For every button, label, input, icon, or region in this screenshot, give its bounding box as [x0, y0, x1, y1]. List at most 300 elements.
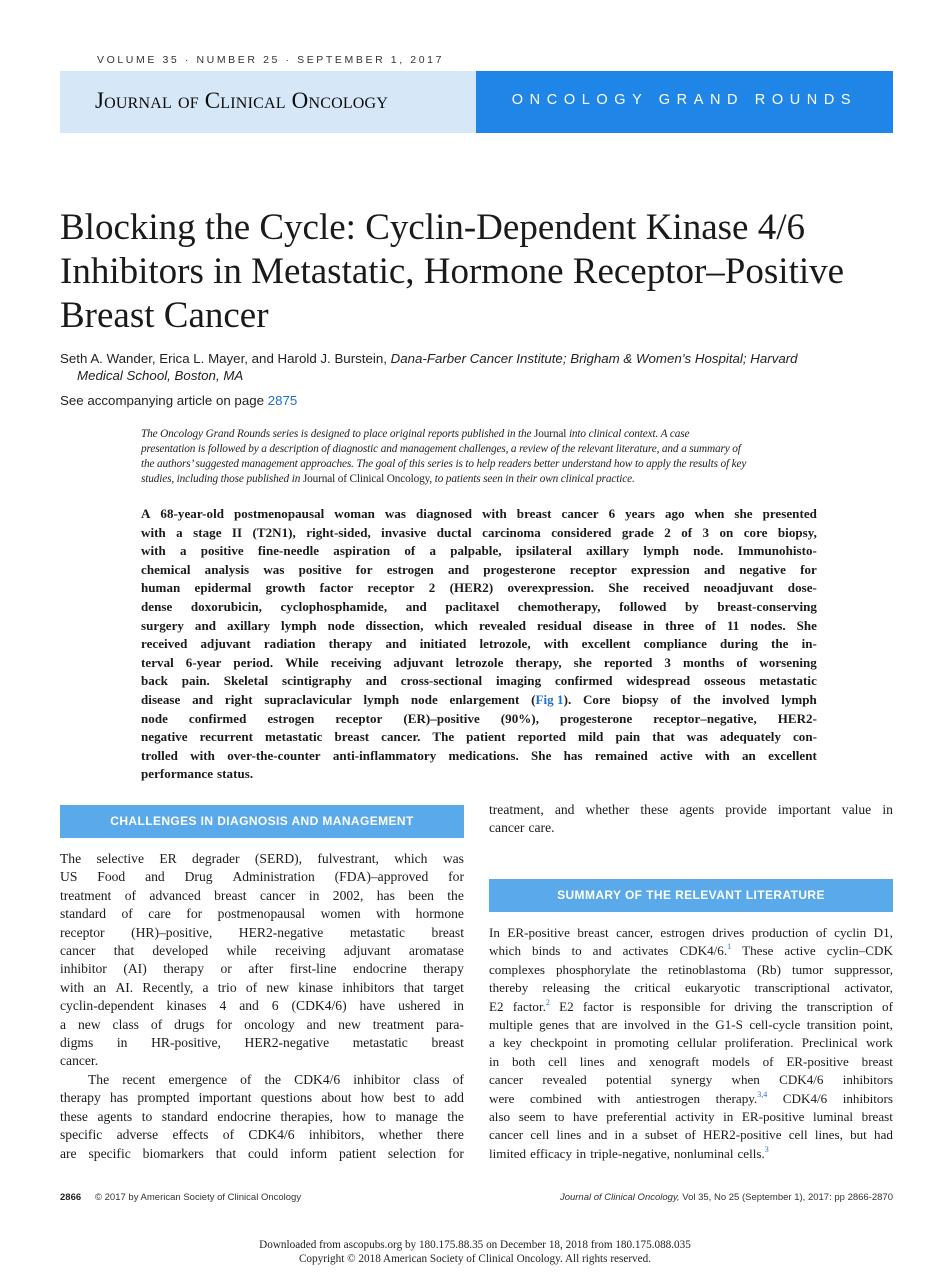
word: metastatic [352, 1035, 408, 1051]
word: drugs [174, 1016, 205, 1032]
page-number: 2866 [60, 1192, 82, 1203]
word: osseous [704, 673, 746, 689]
word: ). [563, 691, 572, 707]
word: with [60, 979, 85, 995]
word: a [489, 1035, 495, 1051]
word: these [60, 1108, 88, 1124]
word: and [145, 869, 165, 885]
word: that [575, 1017, 596, 1033]
word: has [376, 887, 395, 903]
word: a [179, 543, 187, 559]
word: lines [556, 1127, 582, 1143]
word: She [608, 580, 629, 596]
word: luminal [813, 1109, 854, 1125]
journal-reference: Journal of Clinical Oncology, [302, 473, 433, 486]
title-line: Breast Cancer [60, 295, 269, 336]
word: AI. [115, 979, 134, 995]
word: kinase [298, 979, 334, 995]
word: standard [60, 906, 107, 922]
word: E2 [559, 998, 574, 1014]
word: neoadjuvant [703, 580, 774, 596]
text-line [60, 1052, 464, 1070]
word: driving [734, 998, 773, 1014]
text-line [489, 1108, 893, 1126]
word: expression [631, 561, 690, 577]
text-line [141, 457, 817, 472]
word: performance [141, 766, 214, 782]
word: new [338, 1016, 361, 1032]
word: E2 [489, 998, 504, 1014]
word: a [60, 1016, 67, 1032]
word: cancer. [381, 729, 421, 745]
text-line [60, 868, 464, 886]
word: which [489, 943, 521, 959]
word: seem [518, 1109, 546, 1125]
word: cyclin [834, 925, 867, 940]
word: of [736, 654, 748, 670]
word: but [850, 1127, 867, 1143]
word: which [394, 851, 428, 866]
citation-journal: Journal of Clinical Oncology, [559, 1192, 680, 1203]
word: receptor [367, 580, 415, 596]
word: aromatase [408, 943, 464, 959]
word: antiestrogen [636, 1090, 701, 1106]
word: (ER)–positive [403, 710, 480, 726]
word: HER2-positive [702, 1127, 782, 1143]
download-notice [0, 1238, 950, 1266]
word: of [681, 524, 693, 540]
word: a [176, 524, 183, 540]
word: cyclin–CDK [826, 943, 893, 959]
word: ductal [436, 524, 472, 540]
word: compliance [643, 636, 707, 652]
text-line [60, 960, 464, 978]
word: oncology [244, 1016, 295, 1032]
word: progesterone [559, 710, 633, 726]
word: which [434, 617, 468, 633]
word: binds [532, 943, 561, 959]
word: recent [122, 1071, 156, 1087]
word: (SERD), [254, 851, 303, 866]
word: activator, [844, 980, 893, 996]
word: involved [623, 1017, 670, 1033]
text-line [141, 617, 817, 636]
word: thereby [489, 980, 529, 996]
word: metastatic [759, 673, 817, 689]
word: digms [60, 1035, 94, 1051]
word: also [489, 1109, 511, 1125]
word: disease [592, 617, 633, 633]
word: with [190, 747, 215, 763]
word: a [631, 1127, 638, 1143]
word: metastatic [264, 729, 323, 745]
word: estrogen [267, 710, 315, 726]
word: by [685, 598, 699, 614]
word: of [245, 979, 258, 995]
word: (HER2) [449, 580, 494, 596]
word: was [263, 561, 285, 577]
word: chemotherapy, [517, 598, 601, 614]
word: 68-year-old [160, 506, 225, 521]
word: lymph [363, 691, 400, 707]
word: postmenopausal [217, 906, 306, 922]
word: best [393, 1090, 416, 1106]
word: the [641, 961, 658, 977]
word: that [652, 729, 675, 745]
citation-details: Vol 35, No 25 (September 1), 2017: pp 2866-2870 [682, 1192, 893, 1203]
word: 2002, [332, 887, 364, 903]
word: treatment [372, 1016, 425, 1032]
word: 6 [271, 998, 279, 1014]
title-line: Inhibitors in Metastatic, Hormone Receptor–Positive [60, 251, 845, 292]
word: HR-positive, [151, 1035, 221, 1051]
author-names: Seth A. Wander, Erica L. Mayer, and Harold J. Burstein, [60, 351, 387, 366]
accompanying-article-note [60, 393, 297, 408]
word: an [93, 979, 107, 995]
word: new [266, 979, 290, 995]
word: growth [265, 580, 306, 596]
section-heading-challenges: CHALLENGES IN DIAGNOSIS AND MANAGEMENT [60, 805, 464, 838]
word: confirmed [554, 673, 613, 689]
word: new [77, 1016, 101, 1032]
word: breast [431, 1035, 464, 1051]
word: 4 [219, 998, 227, 1014]
word: were [489, 1090, 515, 1106]
word: and [554, 802, 575, 817]
word: 2 [428, 580, 436, 596]
word: potential [605, 1072, 652, 1088]
word: overexpression. [507, 580, 595, 596]
word: worsening [759, 654, 817, 670]
journal-name: Journal of Clinical Oncology [95, 88, 389, 113]
word: therapies, [280, 1108, 333, 1124]
word: breast [214, 887, 247, 903]
word: questions [260, 1090, 313, 1106]
word: was [384, 506, 407, 521]
word: con- [792, 729, 817, 745]
word: cancer [561, 506, 599, 521]
word: efficacy [530, 1145, 573, 1161]
word: whether [585, 802, 630, 817]
text-line [141, 579, 817, 598]
word: in [116, 1035, 128, 1051]
word: surgery [141, 617, 184, 633]
word: a [429, 543, 437, 559]
word: nonluminal [673, 1145, 734, 1161]
word: therapy [423, 961, 464, 977]
text-line [141, 710, 817, 729]
word: ER-positive [786, 1053, 849, 1069]
word: HER2- [777, 710, 817, 726]
word: have [572, 1109, 598, 1125]
word: agents [679, 802, 715, 817]
word: complexes [489, 961, 545, 977]
word: stage [193, 524, 222, 540]
word: cell-cycle [749, 1017, 801, 1033]
word: important [198, 1090, 252, 1106]
word: factor [582, 998, 614, 1014]
word: hormone [415, 906, 464, 922]
word: after [248, 961, 274, 977]
series-description [141, 427, 817, 487]
word: preferential [606, 1109, 667, 1125]
word: selection [387, 1145, 437, 1161]
word: excellent [581, 636, 631, 652]
word: phosphorylate [555, 961, 631, 977]
text-run: The Oncology Grand Rounds series is designed to place original reports published in the [141, 428, 535, 440]
word: the [604, 980, 621, 996]
word: of [705, 617, 716, 633]
word: D1, [873, 925, 893, 940]
word: when [694, 506, 725, 521]
word: adjuvant [200, 636, 251, 652]
word: critical [634, 980, 671, 996]
text-line [141, 472, 817, 487]
word: work [866, 1035, 893, 1051]
word: She [531, 747, 552, 763]
word: cellular [677, 1035, 717, 1051]
word: in [595, 1035, 607, 1051]
word: cell [788, 1127, 808, 1143]
word: whether [378, 1127, 423, 1143]
word: and [365, 673, 387, 689]
word: Preclinical [801, 1035, 858, 1051]
text-line [489, 942, 893, 960]
word: status. [217, 766, 254, 782]
word: residual [537, 617, 582, 633]
text-line [60, 942, 464, 960]
text-line [489, 1053, 893, 1071]
word: tumor [791, 961, 824, 977]
word: the [771, 636, 789, 652]
word: (AI) [123, 961, 147, 977]
word: supraclavicular [264, 691, 352, 707]
word: on [719, 524, 734, 540]
word: these [640, 802, 669, 817]
word: Core [582, 691, 611, 707]
word: proliferation. [724, 1035, 794, 1051]
word: drives [712, 925, 745, 940]
word: xenograft [649, 1053, 700, 1069]
word: lines [579, 1053, 605, 1069]
word: Drug [184, 869, 213, 885]
word: receiving [330, 654, 382, 670]
word: CDK4/6 [248, 1127, 295, 1143]
word: kinases [166, 998, 207, 1014]
issue-info: VOLUME 35 · NUMBER 25 · SEPTEMBER 1, 2017 [97, 54, 445, 66]
citation-link[interactable]: 3,4 [757, 1089, 768, 1099]
word: prompted [137, 1090, 190, 1106]
word: in [614, 1127, 625, 1143]
word: positive [200, 543, 244, 559]
word: adequately [719, 729, 781, 745]
word: responsible [640, 998, 701, 1014]
word: II [231, 524, 243, 540]
text-line [489, 819, 893, 837]
text-line [489, 1034, 893, 1052]
word: for [448, 1145, 464, 1161]
word: medications. [448, 747, 519, 763]
word: involved [722, 691, 770, 707]
word: imaging [496, 673, 542, 689]
word: active [659, 747, 693, 763]
word: trolled [141, 747, 178, 763]
accompanying-page-link[interactable]: 2875 [267, 393, 298, 408]
word: reported [517, 729, 567, 745]
word: over-the-counter [227, 747, 321, 763]
word: and [592, 943, 612, 959]
text-line [141, 442, 817, 457]
word: cancer [489, 1072, 524, 1088]
word: breast [431, 924, 464, 940]
text-line [141, 427, 817, 442]
word: and [239, 998, 259, 1014]
word: chemical [141, 561, 191, 577]
word: Food [97, 869, 126, 885]
word: breast [577, 925, 609, 940]
word: inhibitors [842, 1072, 893, 1088]
word: recurrent [199, 729, 253, 745]
word: emergence [168, 1071, 228, 1087]
word: doxorubicin, [190, 598, 262, 614]
word: releasing [542, 980, 590, 996]
word: axillary [227, 617, 271, 633]
word: was [686, 729, 708, 745]
word: of [240, 1071, 252, 1087]
word: revealed [542, 1072, 587, 1088]
word: therapy, [515, 654, 562, 670]
text-line [141, 728, 817, 747]
word: cancer [259, 887, 296, 903]
word: key [503, 1035, 522, 1051]
word: of [404, 543, 416, 559]
text-line [489, 998, 893, 1016]
word: for [216, 1016, 233, 1032]
word: fine-needle [257, 543, 320, 559]
word: node [410, 691, 438, 707]
word: while [226, 943, 257, 959]
word: receptor–negative, [653, 710, 757, 726]
word: an [741, 747, 756, 763]
word: widespread [626, 673, 691, 689]
text-line [489, 961, 893, 979]
word: ER-positive [507, 925, 570, 940]
word: positive [298, 561, 342, 577]
word: of [222, 1127, 235, 1143]
word: transition [806, 1017, 857, 1033]
word: of [815, 925, 827, 940]
word: and [588, 1127, 608, 1143]
word: the [447, 1108, 464, 1124]
text-line [141, 561, 817, 580]
word: how [342, 1108, 366, 1124]
word: of [762, 1053, 774, 1069]
word: with [482, 506, 507, 521]
challenges-text [60, 850, 464, 1163]
word: inhibitors [342, 979, 395, 995]
word: While [285, 654, 319, 670]
section-heading-literature: SUMMARY OF THE RELEVANT LITERATURE [489, 879, 893, 912]
word: cancer [489, 1127, 524, 1143]
word: initiated [419, 636, 467, 652]
word: a [202, 979, 209, 995]
word: of [684, 1127, 696, 1143]
word: estrogen [386, 561, 434, 577]
word: for [709, 998, 725, 1014]
word: human [141, 580, 181, 596]
text-line [141, 598, 817, 617]
citation-link[interactable]: 3 [764, 1144, 769, 1154]
word: that [215, 1145, 237, 1161]
word: (90%), [500, 710, 539, 726]
citation-link[interactable]: 1 [727, 942, 732, 952]
word: endocrine [353, 961, 407, 977]
text-line [489, 1071, 893, 1089]
word: activity [675, 1109, 715, 1125]
word: of [882, 998, 893, 1014]
word: in [308, 887, 320, 903]
author-block [60, 350, 890, 384]
word: HER2-negative [238, 924, 324, 940]
word: dose- [787, 580, 817, 596]
text-line [141, 747, 817, 766]
word: aspiration [333, 543, 391, 559]
word: with [704, 747, 730, 763]
word: and [405, 598, 427, 614]
word: lymph [281, 617, 317, 633]
text-line [141, 765, 817, 784]
word: back [141, 673, 168, 689]
word: receptor [569, 561, 617, 577]
word: CDK4/6 [779, 1072, 824, 1088]
word: progesterone [483, 561, 556, 577]
word: Skeletal [223, 673, 269, 689]
word: that [113, 943, 135, 959]
text-line [60, 924, 464, 942]
word: factor.$^2$ [512, 997, 550, 1014]
word: therapy [163, 961, 204, 977]
word: class [413, 1071, 440, 1087]
word: production [751, 925, 809, 940]
journal-reference: Journal [534, 428, 567, 440]
rights-line: Copyright © 2018 American Society of Clinical Oncology. All rights reserved. [298, 1253, 652, 1265]
text-run: to patients seen in their own clinical practice. [432, 473, 635, 486]
word: with [597, 1090, 621, 1106]
word: been [408, 887, 434, 903]
word: axillary [586, 543, 630, 559]
word: node [141, 710, 168, 726]
word: she [573, 654, 592, 670]
word: (Rb) [756, 961, 781, 977]
text-run: studies, including those published in [141, 473, 303, 486]
citation-link[interactable]: 2 [545, 997, 550, 1007]
word: activates [622, 943, 669, 959]
word: She [796, 617, 817, 633]
word: letrozole, [479, 636, 531, 652]
word: of [150, 1016, 163, 1032]
word: receiving [274, 943, 326, 959]
word: 3 [702, 524, 710, 540]
text-line [489, 801, 893, 819]
word: period. [233, 654, 274, 670]
word: had [874, 1127, 893, 1143]
word: CDK4/6 [782, 1090, 828, 1106]
word: the [692, 1017, 709, 1033]
word: are [60, 1145, 77, 1161]
figure-link[interactable]: Fig 1 [535, 691, 564, 707]
text-line [489, 1016, 893, 1034]
word: how [360, 1090, 385, 1106]
